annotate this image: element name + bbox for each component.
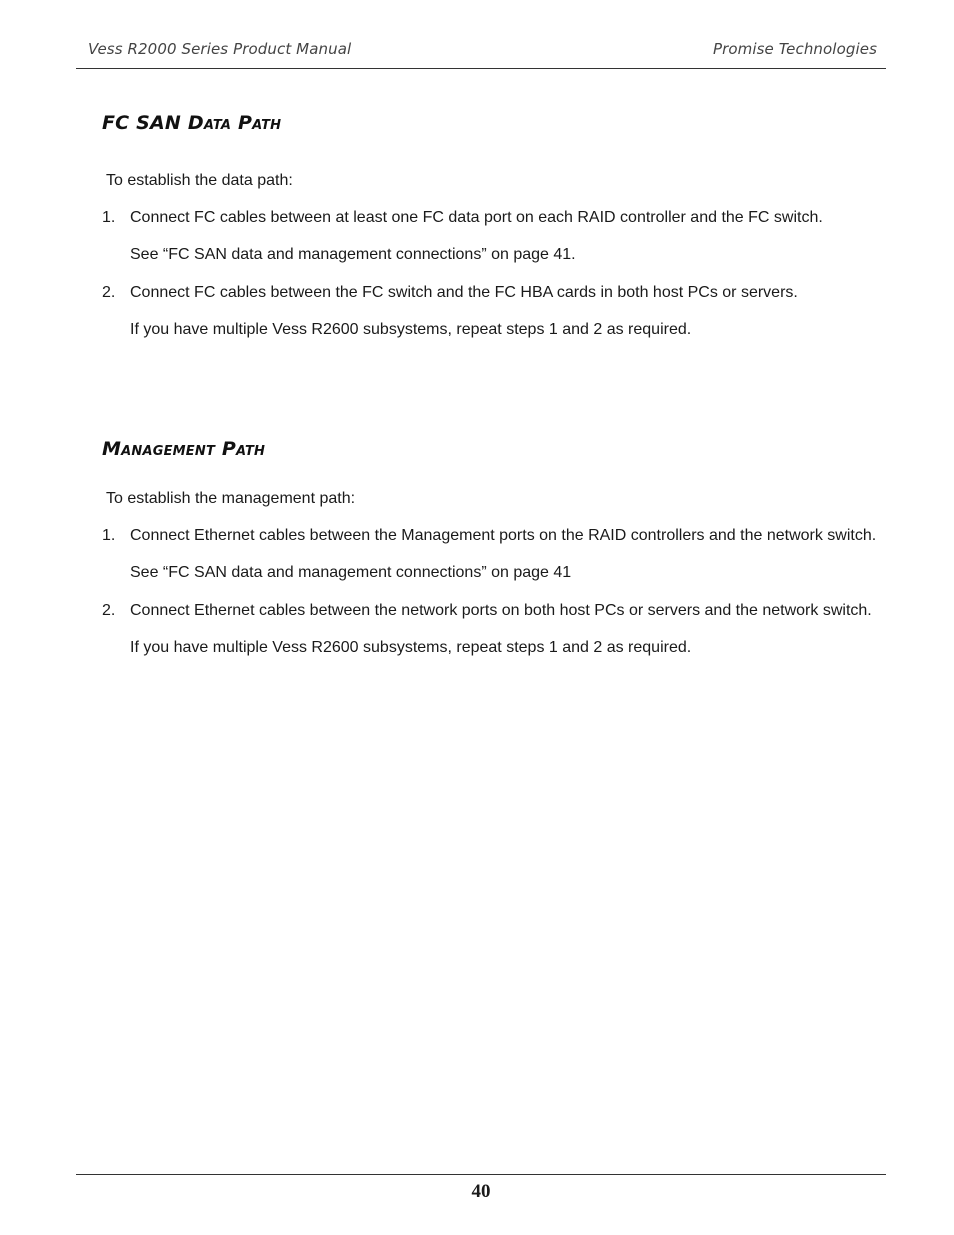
step-note: See “FC SAN data and management connections” on page 41 [130,564,572,581]
section-title: FC SAN Data Path [102,112,282,134]
manual-title: Vess R2000 Series Product Manual [88,40,352,58]
step-text: Connect FC cables between the FC switch and the FC HBA cards in both host PCs or servers. [130,284,798,301]
step-text: Connect Ethernet cables between the network ports on both host PCs or servers and the network switch. [130,602,872,619]
page-number: 40 [471,1181,491,1202]
company-name: Promise Technologies [712,40,877,58]
step-text: Connect Ethernet cables between the Management ports on the RAID controllers and the network switch. [130,527,877,544]
footer-divider [76,1174,886,1175]
step-text: Connect FC cables between at least one FC data port on each RAID controller and the FC switch. [130,209,823,226]
section-intro: To establish the data path: [106,172,293,189]
header-divider [76,68,886,69]
section-intro: To establish the management path: [106,490,356,507]
step-note: See “FC SAN data and management connections” on page 41. [130,246,576,263]
step-number: 2. [102,284,116,301]
step-note: If you have multiple Vess R2600 subsystems, repeat steps 1 and 2 as required. [130,639,692,656]
step-number: 2. [102,602,116,619]
step-note: If you have multiple Vess R2600 subsystems, repeat steps 1 and 2 as required. [130,321,692,338]
step-number: 1. [102,209,116,226]
step-number: 1. [102,527,116,544]
section-title: Management Path [102,438,266,460]
